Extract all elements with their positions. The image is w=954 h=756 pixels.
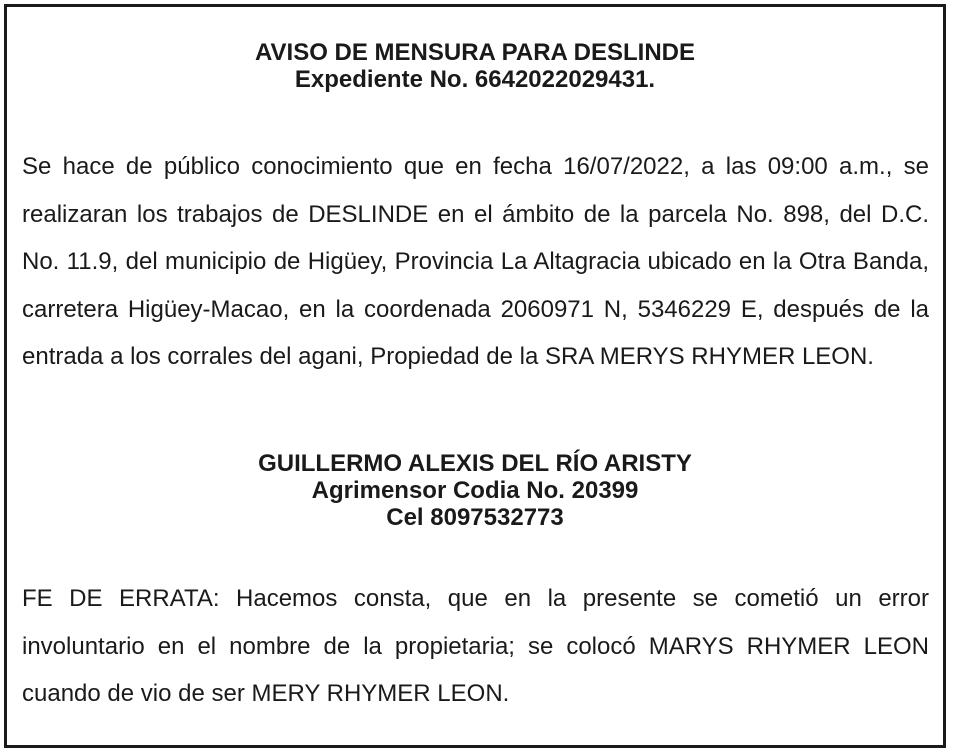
file-number: Expediente No. 6642022029431. <box>294 66 656 93</box>
erratum-text: FE DE ERRATA: Hacemos consta, que en la presente se cometió un error involuntario en el nombre de la propietaria; se colocó MARYS RHYMER LEON cuando de vio de ser MERY RHYMER LEON. <box>22 585 929 708</box>
signer-phone: Cel 8097532773 <box>386 504 564 531</box>
signer-title: Agrimensor Codia No. 20399 <box>311 477 639 504</box>
signature-block <box>7 450 943 531</box>
signer-name: GUILLERMO ALEXIS DEL RÍO ARISTY <box>258 450 692 477</box>
notice-header <box>7 39 943 93</box>
notice-body: Se hace de público conocimiento que en fecha 16/07/2022, a las 09:00 a.m., se realizaran los trabajos de DESLINDE en el ámbito de la parcela No. 898, del D.C. No. 11.9, del municipio de Higüey, Provincia La Altagracia ubicado en la Otra Banda, carretera Higüey-Macao, en la coordenada 2060971 N, 5346229 E, después de la entrada a los corrales del agani, Propiedad de la SRA MERYS RHYMER LEON. <box>22 153 929 371</box>
notice-box <box>4 4 946 748</box>
notice-title: AVISO DE MENSURA PARA DESLINDE <box>254 39 696 66</box>
